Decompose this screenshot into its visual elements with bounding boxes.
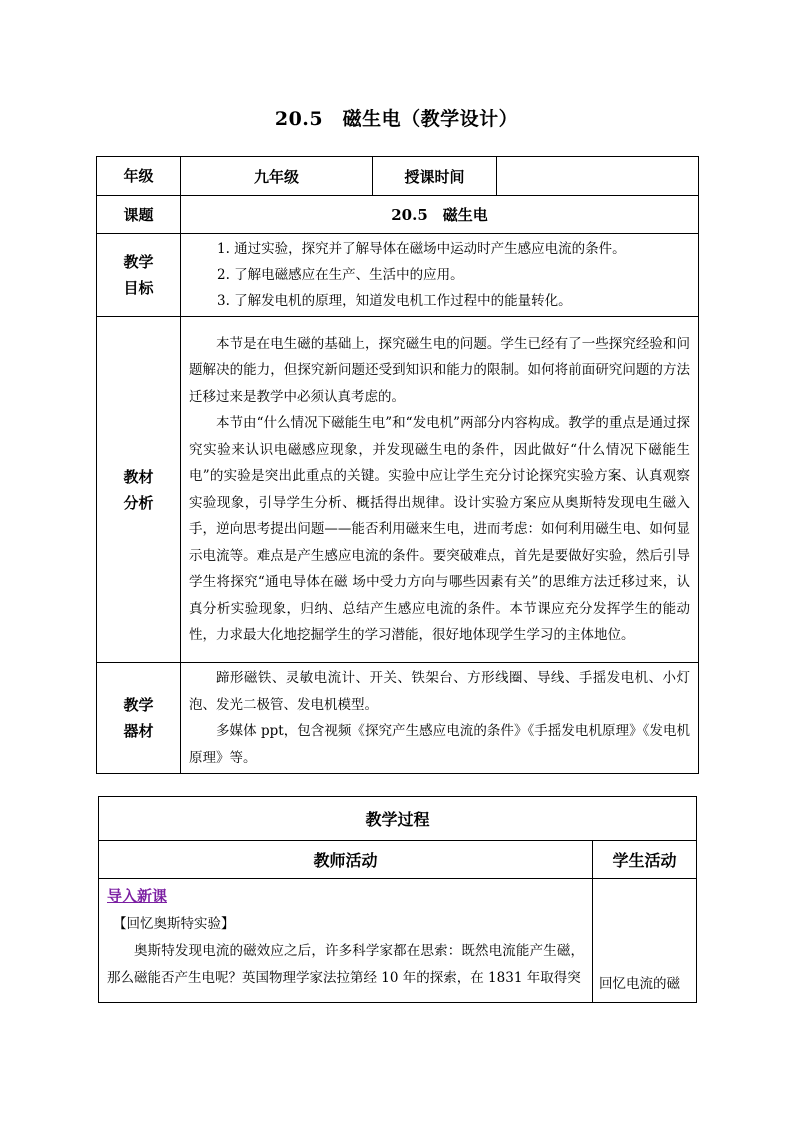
goal-item: 3. 了解发电机的原理，知道发电机工作过程中的能量转化。: [217, 293, 572, 309]
section-link-intro[interactable]: 导入新课: [107, 887, 168, 905]
goals-label: [97, 234, 181, 317]
teacher-activity-header: 教师活动: [99, 841, 593, 879]
equipment-label-line-2: 器材: [123, 722, 154, 740]
student-activity-text: 回忆电流的磁: [599, 976, 680, 992]
analysis-paragraph: 本节是在电生磁的基础上，探究磁生电的问题。学生已经有了一些探究经验和问题解决的能力，但探究新问题还受到知识和能力的限制。如何将前面研究问题的方法迁移过来是教学中必须认真考虑的。: [189, 335, 690, 405]
subsection-title: 【回忆奥斯特实验】: [113, 916, 235, 932]
lesson-info-table: [96, 156, 699, 774]
analysis-content: [181, 317, 699, 663]
equipment-label-line-1: 教学: [123, 696, 154, 714]
goals-list: [181, 234, 699, 317]
goals-label-line-2: 目标: [123, 279, 154, 297]
teaching-process-table: [98, 796, 697, 1003]
analysis-label-line-1: 教材: [123, 467, 154, 486]
topic-value: 20.5 磁生电: [181, 196, 699, 234]
time-value: [497, 157, 699, 196]
analysis-label: [97, 317, 181, 663]
analysis-paragraph: 本节由“什么情况下磁能生电”和“发电机”两部分内容构成。教学的重点是通过探究实验来认识电磁感应现象，并发现磁生电的条件，因此做好“什么情况下磁能生电”的实验是突出此重点的关键。实验中应让学生充分讨论探究实验方案、认真观察实验现象，引导学生分析、概括得出规律。设计实验方案应从奥斯特发现电生磁入手，逆向思考提出问题——能否利用磁来生电，进而考虑：如何利用磁生电、如何显示电流等。难点是产生感应电流的条件。要突破难点，首先是要做好实验，然后引导学生将探究“通电导体在磁 场中受力方向与哪些因素有关”的思维方法迁移过来，认真分析实验现象，归纳、总结产生感应电流的条件。本节课应充分发挥学生的能动性，力求最大化地挖掘学生的学习潜能，很好地体现学生学习的主体地位。: [189, 415, 690, 643]
goals-label-line-1: 教学: [123, 253, 154, 271]
equipment-label: [97, 663, 181, 774]
document-title: 20.5 磁生电（教学设计）: [274, 108, 519, 130]
equipment-paragraph: 多媒体 ppt，包含视频《探究产生感应电流的条件》《手摇发电机原理》《发电机原理》等。: [189, 723, 690, 766]
student-activity-header: 学生活动: [593, 841, 697, 879]
grade-value: 九年级: [181, 157, 373, 196]
student-activity-cell: [593, 879, 697, 1003]
equipment-content: [181, 663, 699, 774]
process-header: 教学过程: [99, 797, 697, 841]
teacher-activity-cell: [99, 879, 593, 1003]
time-label: 授课时间: [373, 157, 497, 196]
topic-label: 课题: [97, 196, 181, 234]
analysis-label-line-2: 分析: [123, 493, 154, 512]
goal-item: 2. 了解电磁感应在生产、生活中的应用。: [217, 267, 464, 283]
goal-item: 1. 通过实验，探究并了解导体在磁场中运动时产生感应电流的条件。: [217, 241, 626, 257]
equipment-paragraph: 蹄形磁铁、灵敏电流计、开关、铁架台、方形线圈、导线、手摇发电机、小灯泡、发光二极管、发电机模型。: [189, 670, 690, 713]
grade-label: 年级: [97, 157, 181, 196]
teacher-paragraph: 奥斯特发现电流的磁效应之后，许多科学家都在思索：既然电流能产生磁，那么磁能否产生电呢？英国物理学家法拉第经 10 年的探索，在 1831 年取得突: [107, 943, 584, 986]
